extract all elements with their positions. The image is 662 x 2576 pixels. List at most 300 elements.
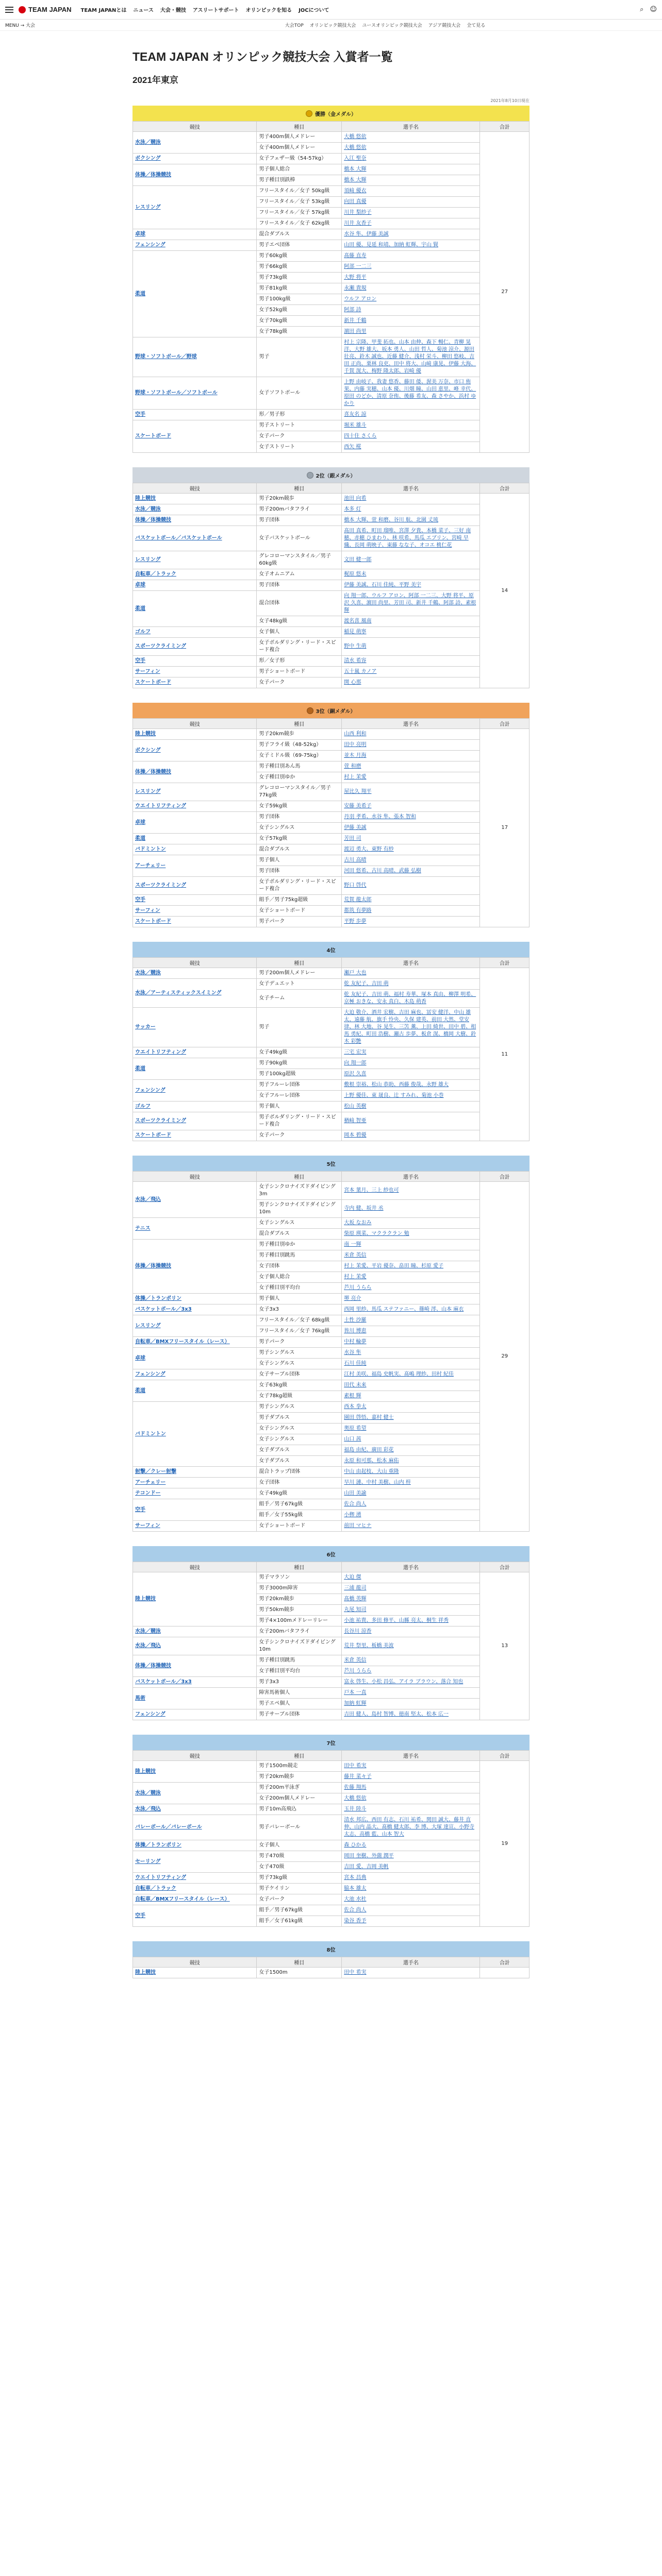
sport-link[interactable]: バドミントン [135, 846, 166, 852]
sport-link[interactable]: セーリング [135, 1858, 161, 1865]
athlete-link[interactable]: 西本 拳太 [344, 1404, 367, 1410]
athlete-link[interactable]: 向 翔一郎 [344, 1060, 367, 1066]
sport-cell [133, 1655, 257, 1677]
sport-link[interactable]: 水泳／アーティスティックスイミング [135, 990, 222, 996]
sport-link[interactable]: 水泳／競泳 [135, 506, 161, 512]
sport-link[interactable]: ウエイトリフティング [135, 803, 186, 809]
sport-link[interactable]: 馬術 [135, 1695, 145, 1701]
athlete-link[interactable]: 松山 英樹 [344, 1104, 367, 1109]
sport-link[interactable]: 卓球 [135, 231, 145, 237]
athlete-cell [342, 1793, 480, 1804]
sport-link[interactable]: 空手 [135, 1506, 145, 1513]
athlete-link[interactable]: 瀬戸 大也 [344, 970, 367, 976]
subnav-games-top[interactable]: 大会TOP [285, 23, 304, 28]
athlete-link[interactable]: 安藤 美希子 [344, 803, 372, 809]
athlete-link[interactable]: 吉田 愛、吉岡 美帆 [344, 1864, 389, 1870]
event-cell: 男子エペ個人 [257, 1699, 342, 1709]
sport-link[interactable]: 陸上競技 [135, 496, 156, 501]
sport-cell [133, 627, 257, 638]
sport-link[interactable]: 柔道 [135, 1387, 145, 1394]
athlete-link[interactable]: 森 ひかる [344, 1842, 367, 1848]
sport-link[interactable]: ウエイトリフティング [135, 1049, 186, 1055]
event-cell: 男子81kg級 [257, 283, 342, 294]
athlete-cell [342, 1326, 480, 1337]
athlete-link[interactable]: 三浦 龍司 [344, 1585, 367, 1591]
athlete-cell [342, 410, 480, 420]
athlete-link[interactable]: 入江 聖奈 [344, 156, 367, 161]
sport-link[interactable]: 柔道 [135, 605, 145, 612]
athlete-link[interactable]: 伊藤 美誠、石川 佳純、平野 美宇 [344, 582, 421, 588]
athlete-link[interactable]: 富永 啓生、小松 昌弘、アイラ ブラウン、落合 知也 [344, 1679, 464, 1685]
sport-link[interactable]: テコンドー [135, 1490, 161, 1496]
sport-link[interactable]: 陸上競技 [135, 1596, 156, 1602]
sport-link[interactable]: バスケットボール／バスケットボール [135, 535, 222, 541]
table-row [133, 895, 529, 906]
sport-link[interactable]: ボクシング [135, 747, 161, 753]
athlete-link[interactable]: 田代 未来 [344, 1382, 367, 1388]
athlete-link[interactable]: 五十嵐 カノア [344, 669, 377, 674]
athlete-link[interactable]: 西岡 里紗、馬瓜 ステファニー、篠崎 澪、山本 麻衣 [344, 1307, 464, 1312]
sport-link[interactable]: 空手 [135, 897, 145, 903]
table-row [133, 1315, 529, 1326]
athlete-link[interactable]: 染谷 香予 [344, 1918, 367, 1924]
sport-link[interactable]: 陸上競技 [135, 731, 156, 737]
sport-link[interactable]: バスケットボール／3x3 [135, 1679, 192, 1685]
team-japan-logo[interactable]: TEAM JAPAN [19, 6, 72, 13]
sport-link[interactable]: テニス [135, 1225, 151, 1231]
sport-link[interactable]: 水泳／競泳 [135, 1629, 161, 1634]
athlete-link[interactable]: 橋本 大輝 [344, 177, 367, 183]
athlete-cell [342, 1250, 480, 1261]
sport-link[interactable]: ウエイトリフティング [135, 1875, 186, 1880]
athlete-cell [342, 143, 480, 154]
event-cell: 男子 [257, 1008, 342, 1047]
sport-link[interactable]: 自転車／BMXフリースタイル（レース） [135, 1339, 230, 1345]
sport-link[interactable]: フェンシング [135, 1711, 166, 1717]
sport-cell [133, 761, 257, 783]
athlete-link[interactable]: 四十住 さくら [344, 433, 377, 439]
athlete-link[interactable]: 梶原 悠未 [344, 571, 367, 577]
athlete-link[interactable]: 戸本 一真 [344, 1690, 367, 1696]
sport-link[interactable]: 卓球 [135, 1355, 145, 1361]
sport-link[interactable]: 自転車／BMXフリースタイル（レース） [135, 1896, 230, 1902]
sport-cell [133, 906, 257, 917]
athlete-link[interactable]: 加納 虹輝 [344, 1701, 367, 1706]
athlete-link[interactable]: 開 心那 [344, 680, 361, 685]
sport-link[interactable]: ゴルフ [135, 629, 151, 635]
athlete-link[interactable]: 芳田 司 [344, 836, 361, 841]
column-header-event: 種目 [257, 483, 342, 494]
sport-link[interactable]: 柔道 [135, 291, 145, 297]
athlete-link[interactable]: 阿部 詩 [344, 307, 361, 313]
athlete-link[interactable]: 本多 灯 [344, 506, 361, 512]
event-cell: 男子種目別ゆか [257, 1240, 342, 1250]
athlete-cell [342, 208, 480, 218]
athlete-link[interactable]: 佐合 尚人 [344, 1501, 367, 1507]
athlete-cell [342, 855, 480, 866]
athlete-link[interactable]: 大池 水杜 [344, 1896, 367, 1902]
sport-link[interactable]: 水泳／飛込 [135, 1643, 161, 1649]
athlete-link[interactable]: 南 一輝 [344, 1242, 361, 1247]
event-cell: 組手／女子61kg級 [257, 1916, 342, 1927]
sport-link[interactable]: 体操／体操競技 [135, 517, 171, 523]
athlete-cell [342, 504, 480, 515]
athlete-link[interactable]: 土性 沙羅 [344, 1317, 367, 1323]
sport-link[interactable]: 自転車／トラック [135, 571, 176, 577]
nav-joc[interactable]: JOCについて [299, 8, 329, 13]
athlete-link[interactable]: 向 翔一郎、ウルフ アロン、阿部 一二三、大野 将平、原沢 久喜、濵田 尚里、芳田 司、新井 千鶴、阿部 詩、素根 輝 [344, 593, 476, 613]
athlete-link[interactable]: 宮本 昌典 [344, 1875, 367, 1880]
athlete-link[interactable]: 岡本 碧優 [344, 1132, 367, 1138]
athlete-link[interactable]: 山田 優、見延 和靖、加納 虹輝、宇山 賢 [344, 242, 439, 248]
athlete-link[interactable]: 山田 美諭 [344, 1490, 367, 1496]
athlete-link[interactable]: 田中 希実 [344, 1970, 367, 1975]
sport-link[interactable]: スポーツクライミング [135, 643, 186, 649]
sport-link[interactable]: アーチェリー [135, 1480, 166, 1485]
results-table [133, 1750, 529, 1927]
athlete-link[interactable]: 宮本 葉月、三上 紗也可 [344, 1188, 399, 1193]
sport-link[interactable]: 水泳／飛込 [135, 1196, 161, 1202]
sport-link[interactable]: サーフィン [135, 669, 160, 674]
athlete-link[interactable]: 村上 茉愛 [344, 774, 367, 780]
athlete-link[interactable]: 小池 祐貴、多田 修平、山縣 亮太、桐生 祥秀 [344, 1618, 449, 1623]
main-content [133, 31, 529, 1978]
sport-cell [133, 569, 257, 580]
athlete-link[interactable]: 萱 和磨 [344, 764, 361, 769]
athlete-link[interactable]: 屋比久 翔平 [344, 789, 372, 794]
athlete-cell [342, 305, 480, 316]
sport-link[interactable]: フェンシング [135, 242, 166, 248]
athlete-link[interactable]: 芦川 うらら [344, 1285, 372, 1291]
athlete-link[interactable]: 藤井 菜々子 [344, 1774, 372, 1780]
table-row [133, 551, 529, 569]
athlete-link[interactable]: 須﨑 優衣 [344, 188, 367, 194]
sport-link[interactable]: スケートボード [135, 433, 171, 439]
athlete-link[interactable]: 米倉 英信 [344, 1657, 367, 1663]
sport-link[interactable]: スケートボード [135, 919, 171, 924]
athlete-cell [342, 1894, 480, 1905]
sport-link[interactable]: 空手 [135, 412, 145, 417]
sport-cell [133, 968, 257, 979]
athlete-link[interactable]: 橋本 大輝 [344, 166, 367, 172]
sport-cell [133, 895, 257, 906]
athlete-link[interactable]: 乾 友紀子、吉田 萌、福村 寿華、塚本 真由、柳澤 明希、京極 おきな、安永 真白、木島 萌香 [344, 992, 476, 1005]
subnav-all[interactable]: 全て見る [467, 23, 486, 28]
athlete-link[interactable]: 濵田 尚里 [344, 329, 367, 334]
athlete-link[interactable]: 清水 邦広、西田 有志、石川 祐希、関田 誠大、藤井 直伸、山内 晶大、髙橋 健太郎、李 博、大塚 達宣、小野寺 太志、高橋 藍、山本 智大 [344, 1817, 475, 1837]
athlete-link[interactable]: 楢﨑 智亜 [344, 1118, 367, 1124]
athlete-link[interactable]: 田中 希実 [344, 1763, 367, 1769]
event-cell: 男子100kg超級 [257, 1069, 342, 1080]
event-cell: 女子ショートボード [257, 906, 342, 917]
sport-link[interactable]: スポーツクライミング [135, 883, 186, 888]
hamburger-menu-icon[interactable] [5, 5, 13, 14]
table-row [133, 729, 529, 740]
athlete-link[interactable]: 佐合 尚人 [344, 1907, 367, 1913]
sport-link[interactable]: スケートボード [135, 680, 171, 685]
event-cell: グレコローマンスタイル／男子60kg級 [257, 551, 342, 569]
athlete-link[interactable]: 玉井 陸斗 [344, 1806, 367, 1812]
total-cell: 27 [480, 132, 529, 453]
athlete-link[interactable]: 石川 佳純 [344, 1361, 367, 1366]
athlete-link[interactable]: 柴原 瑛菜、マクラクラン 勉 [344, 1231, 409, 1236]
sport-link[interactable]: アーチェリー [135, 862, 166, 869]
sport-link[interactable]: レスリング [135, 789, 161, 794]
sport-link[interactable]: 野球・ソフトボール／ソフトボール [135, 390, 218, 396]
sport-link[interactable]: スケートボード [135, 1132, 171, 1138]
sport-link[interactable]: 射撃／クレー射撃 [135, 1469, 176, 1475]
athlete-link[interactable]: 中山 由起枝、大山 重隆 [344, 1469, 399, 1475]
athlete-link[interactable]: 伊藤 美誠 [344, 825, 367, 831]
athlete-link[interactable]: 中村 輪夢 [344, 1339, 367, 1345]
event-cell: 男子73kg級 [257, 1873, 342, 1884]
column-header-sport: 競技 [133, 1751, 257, 1761]
athlete-link[interactable]: 渡名喜 風南 [344, 618, 372, 624]
athlete-link[interactable]: 川井 梨紗子 [344, 210, 372, 215]
athlete-link[interactable]: 大坂 なおみ [344, 1220, 372, 1226]
athlete-link[interactable]: 堀米 雄斗 [344, 422, 367, 428]
athlete-cell [342, 1261, 480, 1272]
event-cell: 男子個人 [257, 855, 342, 866]
athlete-link[interactable]: 向田 真優 [344, 199, 367, 205]
sport-cell [133, 1369, 257, 1380]
nav-games[interactable]: 大会・競技 [160, 8, 186, 13]
event-cell: 男子シングルス [257, 1402, 342, 1413]
event-cell: 男子20km競歩 [257, 494, 342, 504]
sport-link[interactable]: 柔道 [135, 1065, 145, 1072]
user-icon[interactable]: ☺ [650, 6, 657, 13]
sport-cell [133, 917, 257, 927]
athlete-link[interactable]: 丹羽 孝希、水谷 隼、張本 智和 [344, 814, 416, 820]
athlete-cell [342, 1240, 480, 1250]
section-fifth [133, 1156, 529, 1532]
search-icon[interactable]: ⌕ [640, 6, 644, 13]
sport-link[interactable]: 野球・ソフトボール／野球 [135, 354, 197, 360]
athlete-link[interactable]: 丸尾 知司 [344, 1607, 367, 1613]
athlete-link[interactable]: 稲見 萌寧 [344, 629, 367, 635]
athlete-cell [342, 229, 480, 240]
sport-cell [133, 1402, 257, 1467]
sport-cell [133, 834, 257, 844]
athlete-cell [342, 1112, 480, 1130]
athlete-link[interactable]: 三宅 宏実 [344, 1049, 367, 1055]
athlete-link[interactable]: 乾 友紀子、吉田 萌 [344, 981, 389, 987]
sport-link[interactable]: レスリング [135, 1323, 161, 1329]
athlete-link[interactable]: 米倉 英信 [344, 1252, 367, 1258]
sport-link[interactable]: バドミントン [135, 1431, 166, 1437]
table-row [133, 1572, 529, 1583]
athlete-cell [342, 1080, 480, 1091]
sport-link[interactable]: バレーボール／バレーボール [135, 1824, 202, 1830]
athlete-link[interactable]: 皆川 博恵 [344, 1328, 367, 1334]
athlete-link[interactable]: 大橋 悠依 [344, 134, 367, 140]
athlete-link[interactable]: 寺内 健、坂井 丞 [344, 1206, 384, 1211]
athlete-cell [342, 1688, 480, 1699]
athlete-link[interactable]: 髙藤 直寿 [344, 253, 367, 259]
athlete-link[interactable]: 上野 優佳、東 晟良、辻 すみれ、菊池 小巻 [344, 1093, 444, 1098]
athlete-link[interactable]: 上野 由岐子、我妻 悠香、藤田 倭、渥美 万奈、市口 侑果、内藤 実穂、山本 優、川畑 瞳、山田 恵里、峰 幸代、原田 のどか、清原 奈侑、後藤 希友、森 さやか、浜村 ゆかり [344, 379, 476, 406]
sport-link[interactable]: 空手 [135, 1912, 145, 1919]
subnav-youth[interactable]: ユースオリンピック競技大会 [362, 23, 422, 28]
sport-link[interactable]: サッカー [135, 1024, 156, 1030]
table-row [133, 740, 529, 751]
athlete-link[interactable]: 吉田 健人、島村 智博、徳南 堅太、松本 広一 [344, 1711, 449, 1717]
athlete-cell [342, 1783, 480, 1793]
athlete-link[interactable]: 大迫 傑 [344, 1574, 361, 1580]
athlete-link[interactable]: 芦川 うらら [344, 1668, 372, 1674]
athlete-cell [342, 337, 480, 377]
table-row [133, 1478, 529, 1488]
athlete-link[interactable]: 野口 啓代 [344, 883, 367, 888]
athlete-link[interactable]: 橋本 大輝、萱 和磨、谷川 航、北園 丈琉 [344, 517, 439, 523]
athlete-link[interactable]: 素根 輝 [344, 1393, 361, 1399]
athlete-cell [342, 1359, 480, 1369]
sport-link[interactable]: 水泳／飛込 [135, 1806, 161, 1812]
athlete-link[interactable]: 平野 歩夢 [344, 919, 367, 924]
sport-link[interactable]: 水泳／競泳 [135, 1790, 161, 1796]
athlete-link[interactable]: 阿部 一二三 [344, 264, 372, 269]
athlete-link[interactable]: 文田 健一郎 [344, 557, 372, 563]
athlete-link[interactable]: 奥原 希望 [344, 1426, 367, 1431]
event-cell: 混合団体 [257, 591, 342, 616]
athlete-link[interactable]: 山西 利和 [344, 731, 367, 737]
sport-link[interactable]: 体操／トランポリン [135, 1842, 181, 1848]
athlete-link[interactable]: 野中 生萌 [344, 643, 367, 649]
nav-athlete-support[interactable]: アスリートサポート [192, 8, 239, 13]
table-row [133, 229, 529, 240]
sport-link[interactable]: 陸上競技 [135, 1768, 156, 1774]
athlete-link[interactable]: 清水 希容 [344, 658, 367, 664]
nav-news[interactable]: ニュース [133, 8, 154, 13]
athlete-link[interactable]: 池田 向希 [344, 496, 367, 501]
sport-link[interactable]: 体操／体操競技 [135, 769, 171, 775]
athlete-link[interactable]: 大野 将平 [344, 275, 367, 280]
athlete-link[interactable]: 渡辺 勇大、東野 有紗 [344, 846, 394, 852]
athlete-link[interactable]: 永原 和可那、松本 麻佑 [344, 1458, 399, 1464]
sport-link[interactable]: 空手 [135, 658, 145, 664]
athlete-link[interactable]: 原沢 久喜 [344, 1071, 367, 1077]
nav-olympic[interactable]: オリンピックを知る [245, 8, 292, 13]
athlete-link[interactable]: 水谷 隼、伊藤 美誠 [344, 231, 389, 237]
athlete-link[interactable]: 脇本 雄太 [344, 1886, 367, 1891]
athlete-link[interactable]: 並木 月海 [344, 753, 367, 758]
column-header-sport: 競技 [133, 958, 257, 968]
sport-link[interactable]: 体操／体操競技 [135, 172, 171, 178]
sport-link[interactable]: 体操／体操競技 [135, 1663, 171, 1669]
athlete-link[interactable]: 髙田 真希、町田 瑠唯、宮澤 夕貴、本橋 菜子、三好 南穂、赤穂 ひまわり、林 咲希、馬瓜 エブリン、宮崎 早織、長岡 萌映子、東藤 なな子、オコエ 桃仁花 [344, 528, 471, 548]
sport-link[interactable]: バスケットボール／3x3 [135, 1307, 192, 1312]
event-cell: 女子78kg超級 [257, 1391, 342, 1402]
sport-link[interactable]: レスリング [135, 204, 161, 210]
athlete-link[interactable]: 敷根 崇裕、松山 恭助、西藤 俊哉、永野 雄大 [344, 1082, 449, 1088]
sport-link[interactable]: 陸上競技 [135, 1970, 156, 1975]
athlete-link[interactable]: 水谷 隼 [344, 1350, 361, 1355]
athlete-link[interactable]: 大橋 悠依 [344, 145, 367, 150]
subnav-olympic[interactable]: オリンピック競技大会 [309, 23, 356, 28]
athlete-link[interactable]: 園田 啓悟、嘉村 健士 [344, 1415, 394, 1420]
athlete-cell [342, 1294, 480, 1304]
athlete-link[interactable]: 荒井 祭里、板橋 美波 [344, 1643, 394, 1649]
athlete-link[interactable]: 大橋 悠依 [344, 1795, 367, 1801]
sport-link[interactable]: フェンシング [135, 1087, 166, 1093]
athlete-link[interactable]: 古川 高晴 [344, 857, 367, 863]
athlete-link[interactable]: 永瀬 貴規 [344, 285, 367, 291]
athlete-link[interactable]: 川井 友香子 [344, 221, 372, 226]
breadcrumb[interactable]: MENU → 大会 [5, 23, 36, 28]
sport-link[interactable]: ボクシング [135, 156, 161, 161]
event-cell: 女子パーク [257, 431, 342, 442]
athlete-cell [342, 638, 480, 656]
athlete-cell [342, 616, 480, 627]
sport-cell [133, 1182, 257, 1218]
athlete-link[interactable]: 新井 千鶴 [344, 318, 367, 324]
nav-about[interactable]: TEAM JAPANとは [80, 8, 127, 13]
sport-link[interactable]: 体操／トランポリン [135, 1296, 181, 1301]
athlete-link[interactable]: 岡田 奎樹、外薗 潤平 [344, 1853, 394, 1859]
athlete-link[interactable]: 村上 茉愛、平岩 優奈、畠田 瞳、杉原 愛子 [344, 1263, 444, 1269]
athlete-link[interactable]: 喜友名 諒 [344, 412, 367, 417]
sport-link[interactable]: フェンシング [135, 1371, 166, 1377]
athlete-link[interactable]: 佐藤 翔馬 [344, 1785, 367, 1790]
athlete-link[interactable]: 小栁 湧 [344, 1512, 361, 1518]
sport-link[interactable]: 柔道 [135, 836, 145, 841]
sport-link[interactable]: サーフィン [135, 908, 160, 913]
sport-cell [133, 1008, 257, 1047]
sport-cell [133, 1894, 257, 1905]
event-cell: 女子ダブルス [257, 1445, 342, 1456]
event-cell: 女子個人総合 [257, 1272, 342, 1283]
sport-link[interactable]: 水泳／競泳 [135, 139, 161, 145]
sport-link[interactable]: 卓球 [135, 582, 145, 588]
athlete-cell [342, 1772, 480, 1783]
athlete-link[interactable]: 長谷川 涼香 [344, 1629, 372, 1634]
athlete-link[interactable]: 髙橋 英輝 [344, 1596, 367, 1602]
athlete-link[interactable]: 河田 悠希、古川 高晴、武藤 弘樹 [344, 868, 421, 874]
sport-link[interactable]: サーフィン [135, 1523, 160, 1529]
athlete-cell [342, 240, 480, 251]
athlete-link[interactable]: 都筑 有夢路 [344, 908, 372, 913]
sport-link[interactable]: 体操／体操競技 [135, 1263, 171, 1269]
table-row [133, 1294, 529, 1304]
athlete-link[interactable]: 堺 亮介 [344, 1296, 361, 1301]
sport-link[interactable]: 水泳／競泳 [135, 970, 161, 976]
athlete-link[interactable]: 村上 茉愛 [344, 1274, 367, 1280]
athlete-link[interactable]: 田中 亮明 [344, 742, 367, 748]
athlete-link[interactable]: 前田 マヒナ [344, 1523, 372, 1529]
athlete-cell [342, 377, 480, 410]
sport-cell [133, 494, 257, 504]
athlete-link[interactable]: 早川 漣、中村 美樹、山内 梓 [344, 1480, 411, 1485]
sport-link[interactable]: 卓球 [135, 819, 145, 825]
total-cell: 11 [480, 968, 529, 1141]
athlete-link[interactable]: 西矢 椛 [344, 444, 361, 450]
sport-link[interactable]: スポーツクライミング [135, 1118, 186, 1124]
athlete-link[interactable]: ウルフ アロン [344, 296, 377, 302]
athlete-link[interactable]: 江村 美咲、福島 史帆実、髙嶋 理紗、田村 紀佳 [344, 1371, 454, 1377]
sport-link[interactable]: ゴルフ [135, 1104, 151, 1109]
subnav-asian[interactable]: アジア競技大会 [428, 23, 461, 28]
table-row [133, 783, 529, 801]
athlete-link[interactable]: 荒賀 龍太郎 [344, 897, 372, 903]
event-cell: 女子200m個人メドレー [257, 1793, 342, 1804]
table-row [133, 251, 529, 262]
athlete-link[interactable]: 村上 宗隆、甲斐 拓也、山本 由伸、森下 暢仁、青柳 晃洋、大野 雄大、坂本 勇人、山田 哲人、菊池 涼介、源田 壮亮、鈴木 誠也、近藤 健介、浅村 栄斗、柳田 悠岐、吉田 正尚、栗林 良吏、田中 将大、山﨑 康晃、伊藤 大海、千賀 滉大、梅野 隆太郎、岩崎 優 [344, 340, 476, 374]
sport-link[interactable]: 自転車／トラック [135, 1886, 176, 1891]
athlete-link[interactable]: 山口 茜 [344, 1436, 361, 1442]
athlete-link[interactable]: 福島 由紀、廣田 彩花 [344, 1447, 394, 1453]
athlete-link[interactable]: 大迫 敬介、酒井 宏樹、吉田 麻也、冨安 健洋、中山 雄太、遠藤 航、旗手 怜央、久保 建英、前田 大然、堂安 律、林 大地、谷 晃生、三笘 薫、上田 綺世、田中 碧、相馬 勇紀、町田 浩樹、瀬古 歩夢、板倉 滉、橋岡 大樹、鈴木 彩艶 [344, 1010, 476, 1044]
sport-link[interactable]: レスリング [135, 557, 161, 563]
